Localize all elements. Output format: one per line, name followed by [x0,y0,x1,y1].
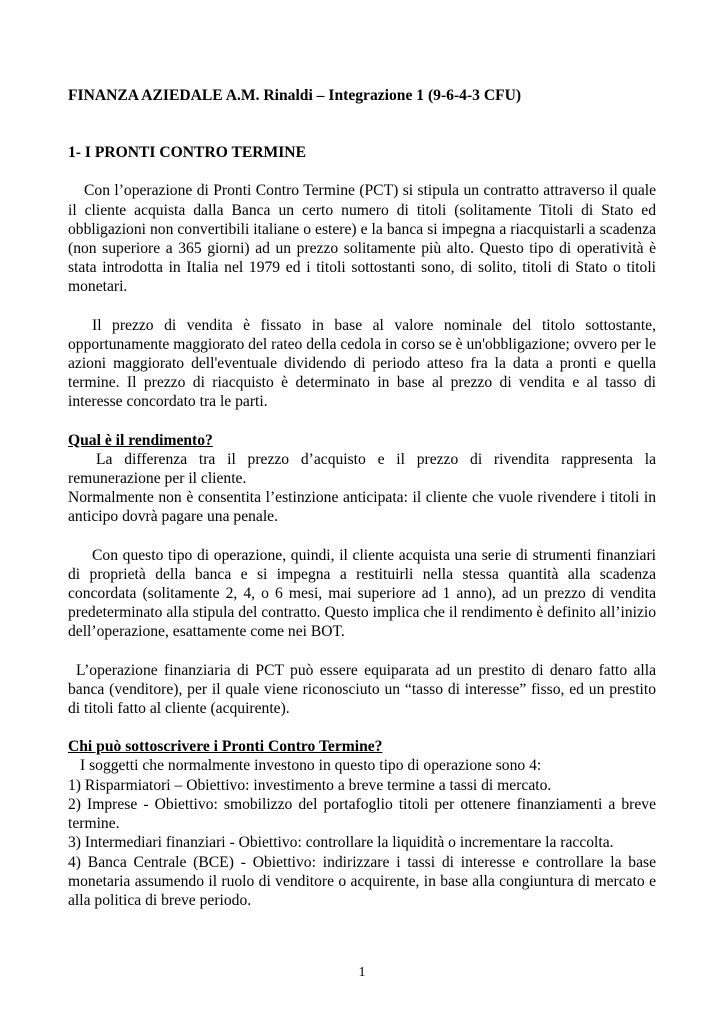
heading-sottoscrivere: Chi può sottoscrivere i Pronti Contro Termine? [68,738,383,756]
section-title: 1- I PRONTI CONTRO TERMINE [68,144,306,162]
list-item-intermediari: 3) Intermediari finanziari - Obiettivo: controllare la liquidità o incrementare la raccolta. [68,834,614,852]
paragraph-intro: Con l’operazione di Pronti Contro Termine (PCT) si stipula un contratto attraverso il quale il cliente acquista dalla Banca un certo numero di titoli (solitamente Titoli di Stato ed obbligazioni non convertibili italiane o estere) e la banca si impegna a riacquistarli a scadenza (non superiore a 365 giorni) ad un prezzo solitamente più alto. Questo tipo di operatività è stata introdotta in Italia nel 1979 ed i titoli sottostanti sono, di solito, titoli di Stato o titoli monetari. [68,182,656,296]
paragraph-rendimento-operazione: Con questo tipo di operazione, quindi, il cliente acquista una serie di strumenti finanziari di proprietà della banca e si impegna a restituirli nella stessa quantità alla scadenza concordata (solitamente 2, 4, o 6 mesi, mai superiore ad 1 anno), ad un prezzo di vendita predeterminato alla stipula del contratto. Questo implica che il rendimento è definito all’inizio dell’operazione, esattamente come nei BOT. [68,546,656,641]
list-item-banca-centrale: 4) Banca Centrale (BCE) - Obiettivo: indirizzare i tassi di interesse e controllare la base monetaria assumendo il ruolo di venditore o acquirente, in base alla congiuntura di mercato e alla politica di breve periodo. [68,853,656,909]
heading-rendimento: Qual è il rendimento? [68,431,213,449]
page-number: 1 [358,965,366,980]
list-item-imprese: 2) Imprese - Obiettivo: smobilizzo del portafoglio titoli per ottenere finanziamenti a breve termine. [68,795,656,833]
paragraph-rendimento-estinzione: Normalmente non è consentita l’estinzione anticipata: il cliente che vuole rivendere i titoli in anticipo dovrà pagare una penale. [68,489,656,526]
document-page [68,86,656,910]
document-title: FINANZA AZIEDALE A.M. Rinaldi – Integrazione 1 (9-6-4-3 CFU) [68,87,522,104]
list-item-risparmiatori: 1) Risparmiatori – Obiettivo: investimento a breve termine a tassi di mercato. [68,776,552,794]
paragraph-soggetti-intro: I soggetti che normalmente investono in questo tipo di operazione sono 4: [80,757,542,775]
paragraph-prezzo: Il prezzo di vendita è fissato in base al valore nominale del titolo sottostante, opportunamente maggiorato del rateo della cedola in corso se è un'obbligazione; ovvero per le azioni maggiorato dell'eventuale dividendo di periodo atteso fra la data a pronti e quella termine. Il prezzo di riacquisto è determinato in base al prezzo di vendita e al tasso di interesse concordato tra le parti. [68,316,656,411]
paragraph-rendimento-differenza: La differenza tra il prezzo d’acquisto e il prezzo di rivendita rappresenta la remunerazione per il cliente. [68,450,656,488]
paragraph-rendimento-prestito: L’operazione finanziaria di PCT può essere equiparata ad un prestito di denaro fatto alla banca (venditore), per il quale viene riconosciuto un “tasso di interesse” fisso, ed un prestito di titoli fatto al cliente (acquirente). [68,661,656,718]
